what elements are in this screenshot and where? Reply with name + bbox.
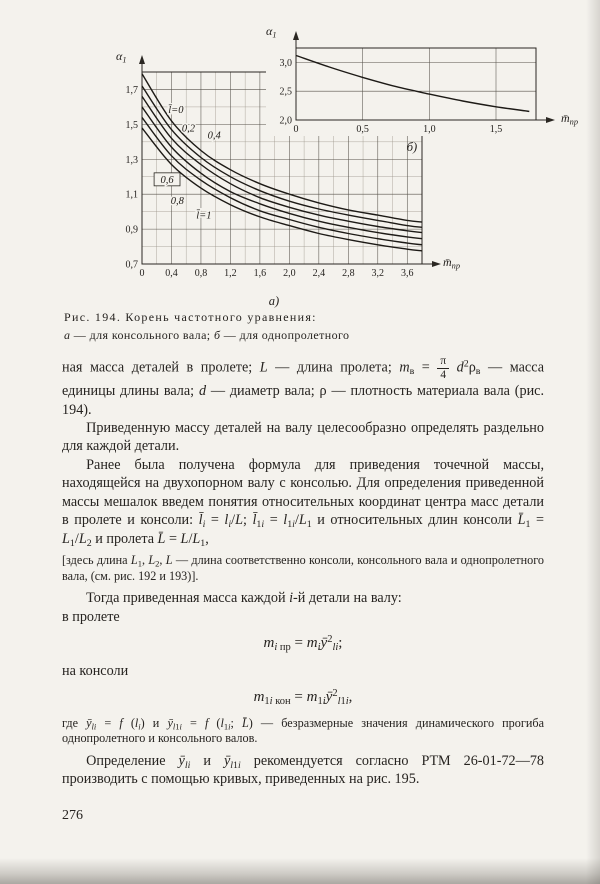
- svg-text:0,4: 0,4: [165, 268, 178, 279]
- svg-text:2,0: 2,0: [279, 115, 292, 127]
- svg-text:2,5: 2,5: [279, 86, 292, 98]
- chart-a-x-axis-label: $m̄_{пр}$: [442, 255, 460, 271]
- paragraph-relative-coordinates: Ранее была получена формула для приведения точечной массы, находящейся на двухопорном валу с консолью. Для определения приведенной массы мешалок введем понятия относительных координат центра масс детали в пролете и консоли: $l̄_i = l_i/L$; $l̄_{1i} = l_{1i}/L_1$ и относительных длин консоли $L̄_1 = L_1/L_2$ и пролета L̄ = $L/L_1$,: [62, 456, 544, 549]
- chart-a-sublabel: а): [268, 294, 280, 308]
- svg-text:1,2: 1,2: [224, 268, 237, 279]
- svg-text:0,8: 0,8: [194, 268, 208, 279]
- formula-console-mass: $m_{1i кон}$ = $m_{1i}ȳ^2_{l1i}$,: [253, 688, 353, 708]
- label-in-span: в пролете: [62, 608, 120, 625]
- svg-text:0,4: 0,4: [207, 130, 221, 142]
- figure-194: [0, 0, 600, 308]
- figure-caption-title: Рис. 194. Корень частотного уравнения:: [64, 310, 317, 324]
- svg-text:2,4: 2,4: [312, 268, 326, 279]
- svg-text:3,0: 3,0: [279, 57, 292, 69]
- chart-b-plot: [266, 34, 558, 136]
- svg-text:l̄=1: l̄=1: [196, 210, 212, 222]
- svg-text:1,3: 1,3: [125, 154, 138, 166]
- svg-text:1,5: 1,5: [489, 124, 503, 135]
- chart-a-y-axis-label: $\alpha_1$: [116, 49, 127, 65]
- svg-text:0: 0: [139, 268, 145, 279]
- svg-text:1,6: 1,6: [253, 268, 267, 279]
- svg-text:0,5: 0,5: [356, 124, 369, 135]
- paragraph-reduced-mass: Приведенную массу деталей на валу целесообразно определять раздельно для каждой детали.: [62, 420, 544, 455]
- svg-text:2,0: 2,0: [283, 268, 296, 279]
- chart-b-sublabel: б): [406, 140, 418, 154]
- svg-text:3,6: 3,6: [401, 268, 414, 279]
- svg-text:3,2: 3,2: [371, 268, 385, 279]
- body-text: [62, 355, 544, 789]
- svg-text:0,6: 0,6: [160, 174, 174, 186]
- svg-text:1,1: 1,1: [125, 189, 138, 201]
- svg-text:l̄=0: l̄=0: [168, 105, 184, 117]
- svg-text:1,5: 1,5: [125, 119, 138, 131]
- paragraph-then-reduced-mass: Тогда приведенная масса каждой i-й детали на валу:: [86, 590, 402, 607]
- figure-caption: [64, 310, 600, 343]
- chart-b-y-axis-label: $\alpha_1$: [266, 24, 277, 40]
- paragraph-rtm-reference: Определение $ȳ_{li}$ и $ȳ_{l1i}$ рекомендуется согласно РТМ 26-01-72—78 производить с помощью кривых, приведенных на рис. 195.: [62, 753, 545, 788]
- paragraph-mass-definitions: ная масса деталей в пролете; L — длина пролета; $m_в$ = $\frac{\pi}{4}$ $d^2\rho_в$ — масса единицы длины вала; d — диаметр вала; ρ — плотность материала вала (рис. 194).: [62, 355, 545, 418]
- svg-text:0,8: 0,8: [170, 195, 184, 207]
- svg-text:0,7: 0,7: [125, 259, 138, 271]
- note-dimensionless-deflection: где $ȳ_{li} = f$ $(l_i)$ и $ȳ_{l1i} = f$ ($l_{1i}$; L̄) — безразмерные значения динамического прогиба однопролетного и консольного валов.: [62, 715, 544, 746]
- label-on-console: на консоли: [62, 662, 129, 679]
- figure-caption-subtitle: а — для консольного вала; б — для однопролетного: [64, 328, 350, 342]
- svg-text:0,9: 0,9: [125, 224, 138, 236]
- svg-text:0,2: 0,2: [181, 123, 195, 135]
- formula-span-mass: $m_{i пр}$ = $m_iȳ^2_{li}$;: [263, 634, 343, 654]
- svg-text:1,7: 1,7: [125, 84, 138, 96]
- svg-text:0: 0: [293, 124, 299, 135]
- chart-b-x-axis-label: $m̄_{пр}$: [560, 111, 578, 127]
- page-bottom-shadow: [0, 858, 600, 884]
- note-lengths: [здесь длина $L_1$, $L_2$, L — длина соответственно консоли, консольного вала и однопролетного вала, (см. рис. 192 и 193)].: [62, 553, 545, 583]
- page-number: 276: [62, 808, 83, 823]
- svg-text:1,0: 1,0: [423, 124, 436, 135]
- svg-text:2,8: 2,8: [342, 268, 355, 279]
- chart-b-single-span: [266, 24, 578, 154]
